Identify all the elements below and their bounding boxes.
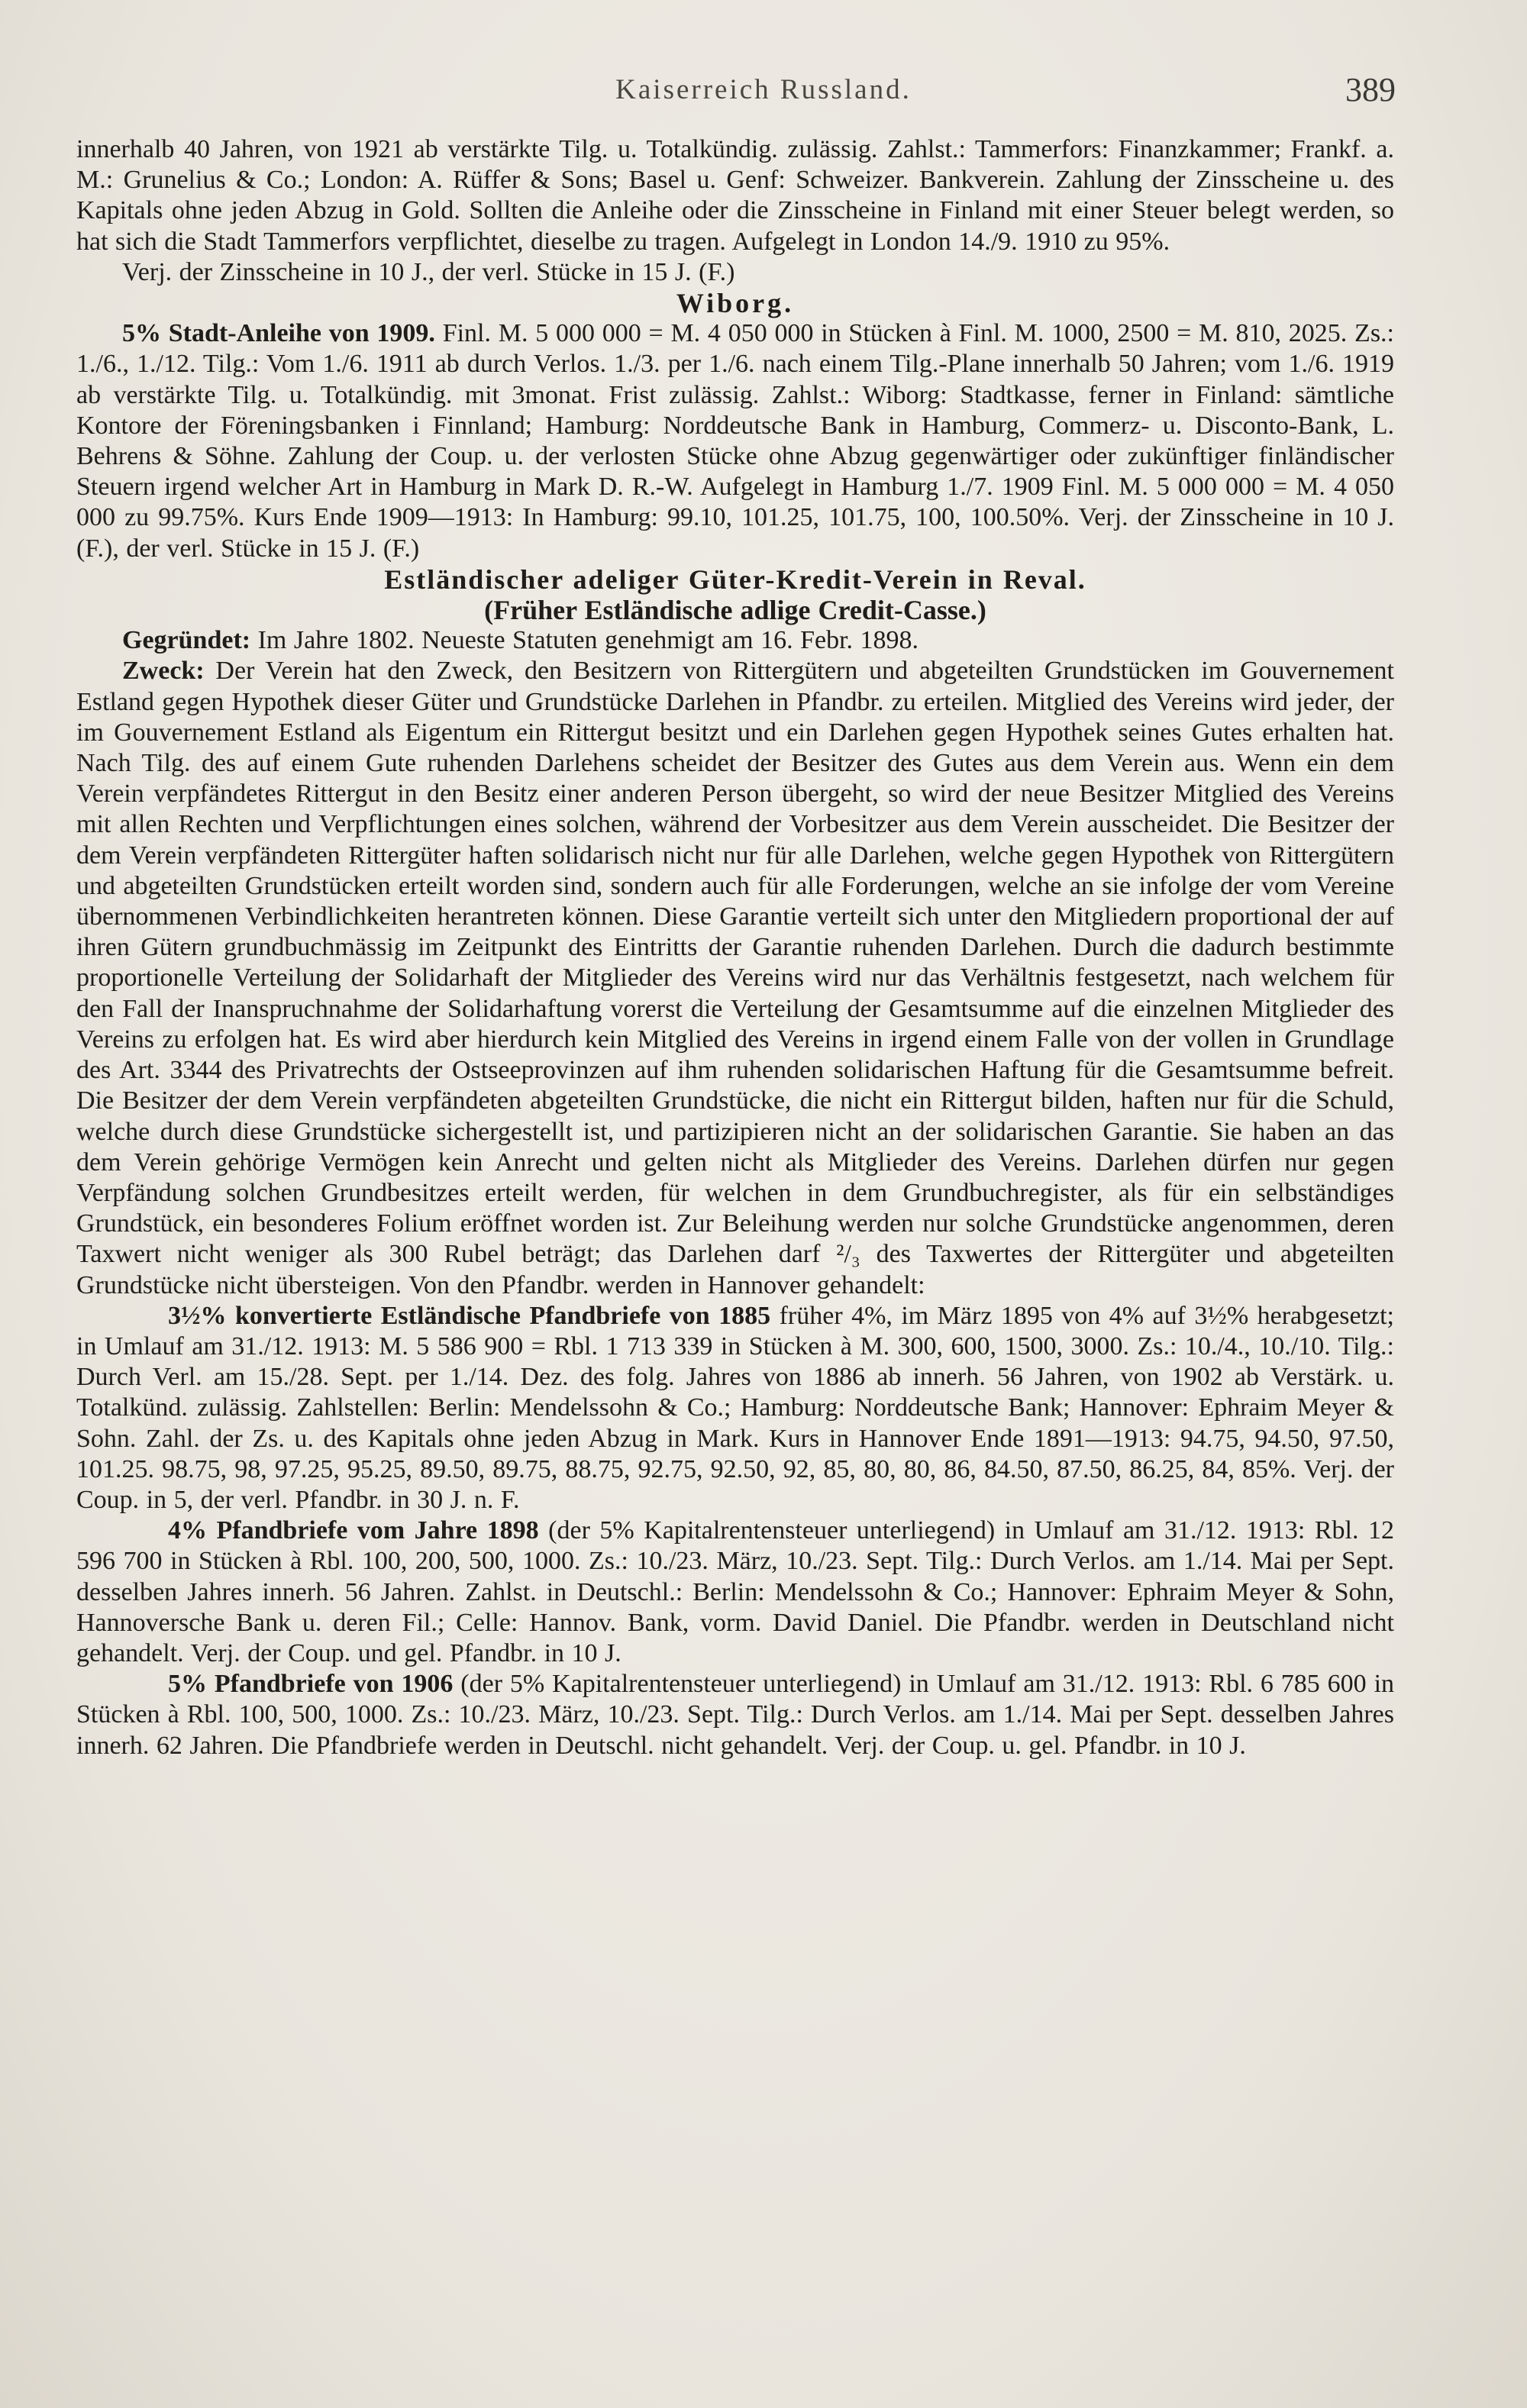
tammerfors-verjaehrung: Verj. der Zinsscheine in 10 J., der verl. Stücke in 15 J. (F.) xyxy=(122,257,735,286)
bond-1906-paragraph xyxy=(76,1669,1394,1761)
wiborg-loan-text: Finl. M. 5 000 000 = M. 4 050 000 in Stücken à Finl. M. 1000, 2500 = M. 810, 2025. Zs.: 1./6., 1./12. Tilg.: Vom 1./6. 1911 ab durch Verlos. 1./3. per 1./6. nach einem Tilg.-Plane innerhalb 50 Jahren; vom 1./6. 1919 ab verstärkte Tilg. u. Totalkündig. mit 3monat. Frist zulässig. Zahlst.: Wiborg: Stadtkasse, ferner in Finland: sämtliche Kontore der Föreningsbanken i Finnland; Hamburg: Norddeutsche Bank in Hamburg, Commerz- u. Disconto-Bank, L. Behrens & Söhne. Zahlung der Coup. u. der verlosten Stücke ohne Abzug gegenwärtiger oder zukünftiger finländischer Steuern irgend welcher Art in Hamburg in Mark D. R.-W. Aufgelegt in Hamburg 1./7. 1909 Finl. M. 5 000 000 = M. 4 050 000 zu 99.75%. Kurs Ende 1909—1913: In Hamburg: 99.10, 101.25, 101.75, 100, 100.50%. Verj. der Zinsscheine in 10 J. (F.), der verl. Stücke in 15 J. (F.) xyxy=(76,319,1395,563)
bond-1898-text: (der 5% Kapitalrentensteuer unterliegend) in Umlauf am 31./12. 1913: Rbl. 12 596 700 in Stücken à Rbl. 100, 200, 500, 1000. Zs.: 10./23. März, 10./23. Sept. Tilg.: Durch Verlos. am 1./14. Mai per Sept. desselben Jahres innerh. 56 Jahren. Zahlst. in Deutschl.: Berlin: Mendelssohn & Co.; Hannover: Ephraim Meyer & Sohn, Hannoversche Bank u. deren Fil.; Celle: Hannov. Bank, vorm. David Daniel. Die Pfandbr. werden in Deutschland nicht gehandelt. Verj. der Coup. und gel. Pfandbr. in 10 J. xyxy=(76,1516,1394,1667)
gegruendet-paragraph xyxy=(76,625,1394,656)
bond-1885-title: 3½% konvertierte Estländische Pfandbriefe von 1885 xyxy=(168,1301,771,1330)
bond-1885-text: früher 4%, im März 1895 von 4% auf 3½% herabgesetzt; in Umlauf am 31./12. 1913: M. 5 586 900 = Rbl. 1 713 339 in Stücken à M. 300, 600, 1500, 3000. Zs.: 10./4., 10./10. Tilg.: Durch Verl. am 15./28. Sept. per 1./14. Dez. des folg. Jahres von 1886 ab innerh. 56 Jahren, von 1902 ab Verstärk. u. Totalkünd. zulässig. Zahlstellen: Berlin: Mendelssohn & Co.; Hamburg: Norddeutsche Bank; Hannover: Ephraim Meyer & Sohn. Zahl. der Zs. u. des Kapitals ohne jeden Abzug in Mark. Kurs in Hannover Ende 1891—1913: 94.75, 94.50, 97.50, 101.25. 98.75, 98, 97.25, 95.25, 89.50, 89.75, 88.75, 92.75, 92.50, 92, 85, 80, 80, 86, 84.50, 87.50, 86.25, 84, 85%. Verj. der Coup. in 5, der verl. Pfandbr. in 30 J. n. F. xyxy=(76,1301,1394,1514)
bond-1898-title: 4% Pfandbriefe vom Jahre 1898 xyxy=(168,1516,539,1545)
bond-1898-paragraph xyxy=(76,1515,1394,1669)
wiborg-heading: Wiborg. xyxy=(676,288,795,319)
gegruendet-label: Gegründet: xyxy=(122,626,251,655)
zweck-label: Zweck: xyxy=(122,657,205,686)
zweck-text: Der Verein hat den Zweck, den Besitzern von Rittergütern und abgeteilten Grundstücken im Gouvernement Estland gegen Hypothek dieser Güter und Grundstücke Darlehen in Pfandbr. zu erteilen. Mitglied des Vereins wird jeder, der im Gouvernement Estland als Eigentum ein Rittergut besitzt und ein Darlehen gegen Hypothek seines Gutes erhalten hat. Nach Tilg. des auf einem Gute ruhenden Darlehens scheidet der Besitzer des Gutes aus dem Verein aus. Wenn ein dem Verein verpfändetes Rittergut in den Besitz einer anderen Person übergeht, so wird der neue Besitzer Mitglied des Vereins mit allen Rechten und Verpflichtungen eines solchen, während der Vorbesitzer aus dem Verein ausscheidet. Die Besitzer der dem Verein verpfändeten Rittergüter haften solidarisch nicht nur für alle Darlehen, welche gegen Hypothek von Rittergütern und abgeteilten Grundstücken erteilt worden sind, sondern auch für alle Forderungen, welche an sie infolge der vom Vereine übernommenen Verbindlichkeiten herantreten können. Diese Garantie verteilt sich unter den Mitgliedern proportional der auf ihren Gütern grundbuchmässig im Zeitpunkt des Eintritts der Garantie ruhenden Darlehen. Durch die dadurch bestimmte proportionelle Verteilung der Solidarhaft der Mitglieder des Vereins wird nur das Verhältnis festgesetzt, nach welchem für den Fall der Inanspruchnahme der Solidarhaftung vorerst die Verteilung der Gesamtsumme auf die einzelnen Mitglieder des Vereins zu erfolgen hat. Es wird aber hierdurch kein Mitglied des Vereins in irgend einem Falle von der vollen in Grundlage des Art. 3344 des Privatrechts der Ostseeprovinzen auf ihm ruhenden solidarischen Haftung für die Gesamtsumme befreit. Die Besitzer der dem Verein verpfändeten abgeteilten Grundstücke, die nicht ein Rittergut bilden, haften nur für die Schuld, welche durch diese Grundstücke sichergestellt ist, und partizipieren nicht an der solidarischen Garantie. Sie haben an das dem Verein gehörige Vermögen kein Anrecht und gelten nicht als Mitglieder des Vereins. Darlehen dürfen nur gegen Verpfändung solchen Grundbesitzes erteilt werden, für welchen in dem Grundbuchregister, als für ein selbständiges Grundstück, ein besonderes Folium eröffnet worden ist. Zur Beleihung werden nur solche Grundstücke angenommen, deren Taxwert nicht weniger als 300 Rubel beträgt; das Darlehen darf ²/₃ des Taxwertes der Rittergüter und abgeteilten Grundstücke nicht übersteigen. Von den Pfandbr. werden in Hannover gehandelt: xyxy=(76,657,1395,1299)
estland-section xyxy=(76,564,1394,1761)
bond-1906-title: 5% Pfandbriefe von 1906 xyxy=(168,1670,454,1699)
tammerfors-continuation xyxy=(76,134,1394,288)
zweck-paragraph xyxy=(76,656,1394,1300)
bond-1885-paragraph xyxy=(76,1301,1394,1515)
tammerfors-paragraph: innerhalb 40 Jahren, von 1921 ab verstärkte Tilg. u. Totalkündig. zulässig. Zahlst.: Tammerfors: Finanzkammer; Frankf. a. M.: Grunelius & Co.; London: A. Rüffer & Sons; Basel u. Genf: Schweizer. Bankverein. Zahlung der Zinsscheine u. des Kapitals ohne jeden Abzug in Gold. Sollten die Anleihe oder die Zinsscheine in Finland mit einer Steuer belegt werden, so hat sich die Stadt Tammerfors verpflichtet, dieselbe zu tragen. Aufgelegt in London 14./9. 1910 zu 95%. xyxy=(76,135,1394,256)
page-body xyxy=(76,134,1394,1761)
running-title: Kaiserreich Russland. xyxy=(615,74,912,105)
page-header xyxy=(0,70,1527,116)
bond-1906-text: (der 5% Kapitalrentensteuer unterliegend) in Umlauf am 31./12. 1913: Rbl. 6 785 600 in Stücken à Rbl. 100, 500, 1000. Zs.: 10./23. März, 10./23. Sept. Tilg.: Durch Verlos. am 1./14. Mai per Sept. desselben Jahres innerh. 62 Jahren. Die Pfandbriefe werden in Deutschl. nicht gehandelt. Verj. der Coup. u. gel. Pfandbr. in 10 J. xyxy=(76,1670,1395,1760)
wiborg-loan-title: 5% Stadt-Anleihe von 1909. xyxy=(122,319,435,348)
wiborg-loan-paragraph xyxy=(76,318,1394,564)
page-number: 389 xyxy=(1345,71,1396,108)
gegruendet-text: Im Jahre 1802. Neueste Statuten genehmigt am 16. Febr. 1898. xyxy=(257,626,919,655)
estland-heading: Estländischer adeliger Güter-Kredit-Verein in Reval. xyxy=(384,563,1086,595)
wiborg-section xyxy=(76,288,1394,564)
estland-subheading: (Früher Estländische adlige Credit-Casse.) xyxy=(484,595,986,626)
